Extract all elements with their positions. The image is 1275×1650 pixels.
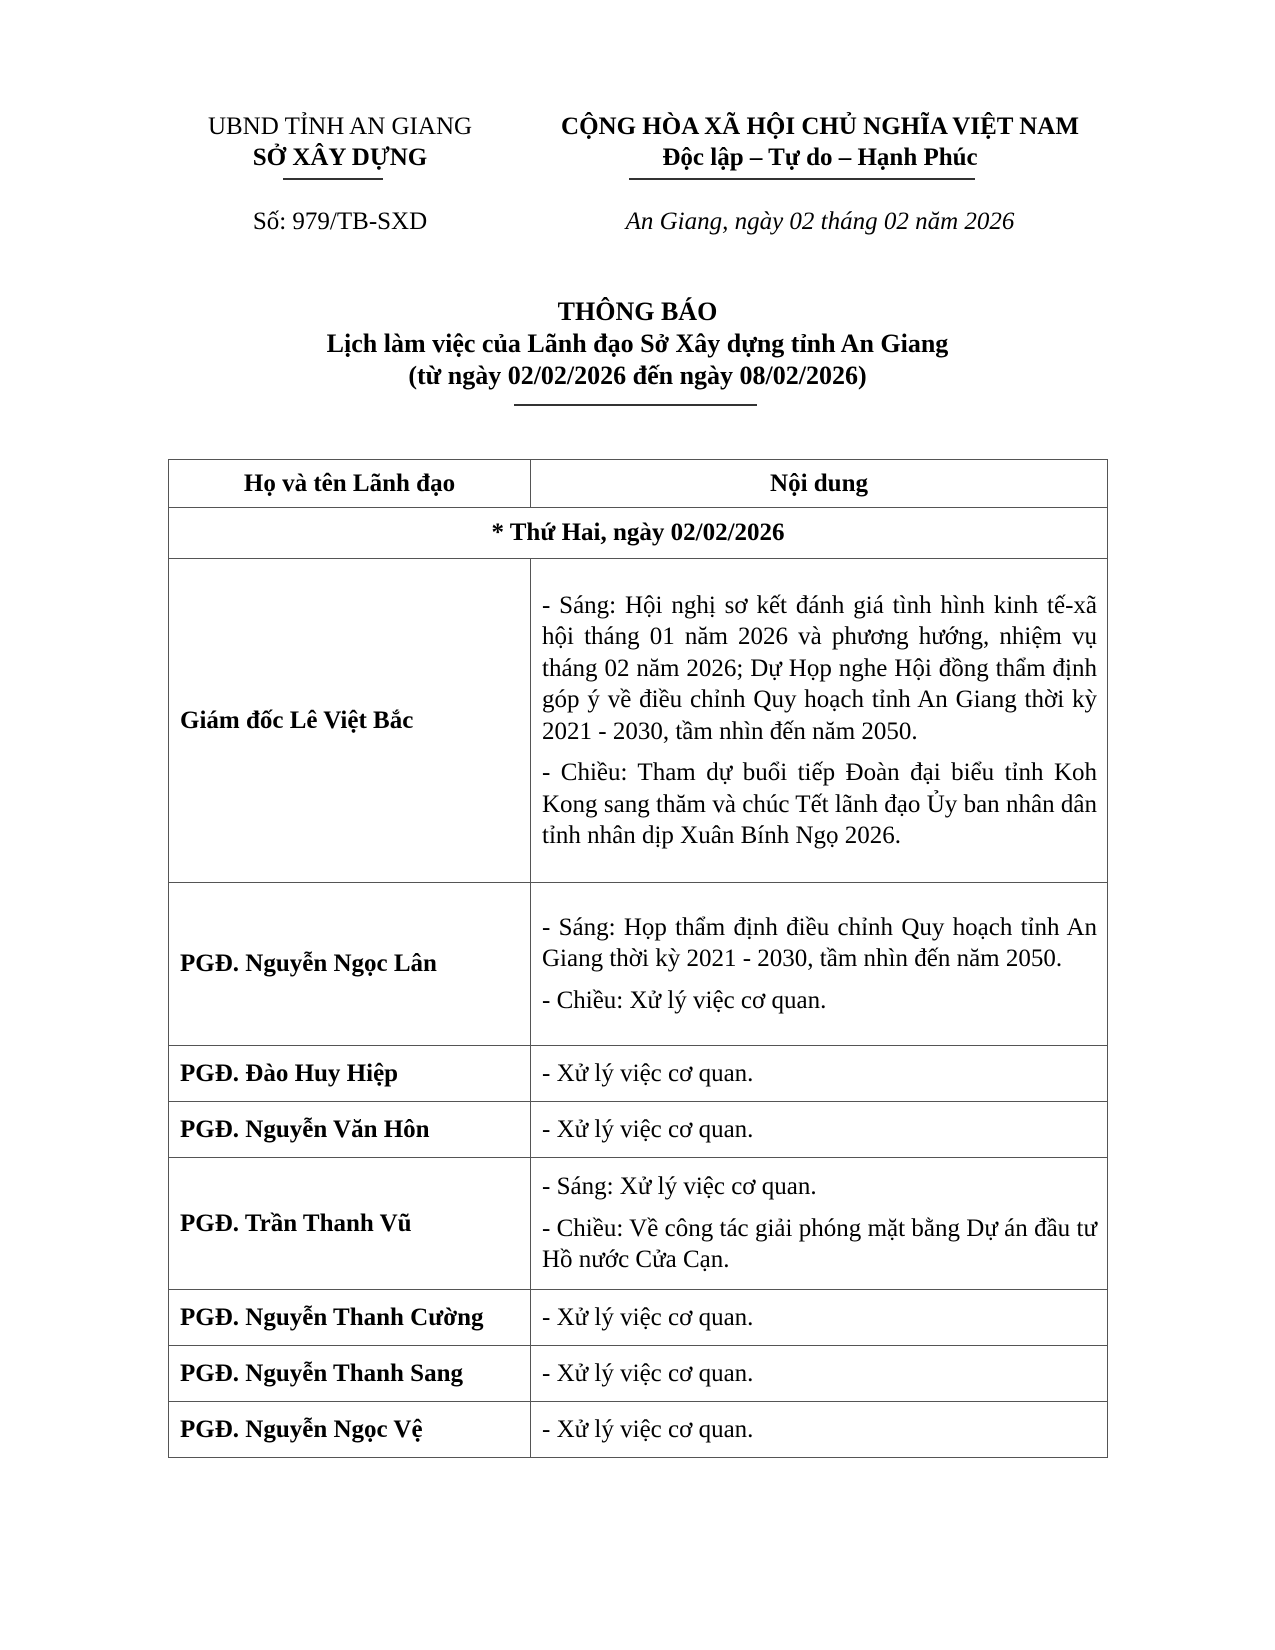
schedule-item: - Xử lý việc cơ quan. xyxy=(542,1059,754,1087)
schedule-table xyxy=(168,459,1108,1458)
table-row xyxy=(169,1046,1108,1102)
leader-name: PGĐ. Nguyễn Thanh Sang xyxy=(169,1346,531,1402)
schedule-content xyxy=(531,1290,1108,1346)
place-date: An Giang, ngày 02 tháng 02 năm 2026 xyxy=(625,208,1015,235)
day-heading: * Thứ Hai, ngày 02/02/2026 xyxy=(169,508,1108,559)
schedule-item: - Chiều: Tham dự buổi tiếp Đoàn đại biểu tỉnh Koh Kong sang thăm và chúc Tết lãnh đạo Ủy ban nhân dân tỉnh nhân dịp Xuân Bính Ngọ 2026. xyxy=(542,759,1097,849)
table-row xyxy=(169,1346,1108,1402)
day-heading-row xyxy=(169,508,1108,559)
leader-name: Giám đốc Lê Việt Bắc xyxy=(169,559,531,883)
title-underline xyxy=(514,404,757,406)
leader-name: PGĐ. Trần Thanh Vũ xyxy=(169,1158,531,1290)
document-subtitle: Lịch làm việc của Lãnh đạo Sở Xây dựng tỉnh An Giang xyxy=(326,329,949,358)
agency-name: SỞ XÂY DỰNG xyxy=(252,144,428,171)
leader-name: PGĐ. Nguyễn Ngọc Lân xyxy=(169,883,531,1046)
schedule-item: - Xử lý việc cơ quan. xyxy=(542,1115,754,1143)
table-row xyxy=(169,1402,1108,1458)
schedule-item: - Sáng: Họp thẩm định điều chỉnh Quy hoạch tỉnh An Giang thời kỳ 2021 - 2030, tầm nhìn đến năm 2050. xyxy=(542,913,1097,973)
schedule-content xyxy=(531,1402,1108,1458)
document-number: Số: 979/TB-SXD xyxy=(252,208,428,235)
table-header-row xyxy=(169,460,1108,508)
schedule-item: - Chiều: Về công tác giải phóng mặt bằng Dự án đầu tư Hồ nước Cửa Cạn. xyxy=(542,1214,1097,1274)
leader-name: PGĐ. Đào Huy Hiệp xyxy=(169,1046,531,1102)
agency-parent: UBND TỈNH AN GIANG xyxy=(207,113,473,140)
schedule-item: - Xử lý việc cơ quan. xyxy=(542,1359,754,1387)
column-header-content: Nội dung xyxy=(531,460,1108,508)
schedule-content xyxy=(531,883,1108,1046)
schedule-content xyxy=(531,1102,1108,1158)
document-period: (từ ngày 02/02/2026 đến ngày 08/02/2026) xyxy=(408,361,867,390)
leader-name: PGĐ. Nguyễn Ngọc Vệ xyxy=(169,1402,531,1458)
schedule-item: - Chiều: Xử lý việc cơ quan. xyxy=(542,986,827,1014)
table-row xyxy=(169,1158,1108,1290)
schedule-item: - Sáng: Xử lý việc cơ quan. xyxy=(542,1173,817,1201)
table-row xyxy=(169,883,1108,1046)
schedule-content xyxy=(531,1046,1108,1102)
table-row xyxy=(169,1102,1108,1158)
leader-name: PGĐ. Nguyễn Thanh Cường xyxy=(169,1290,531,1346)
motto-underline xyxy=(629,178,975,180)
column-header-name: Họ và tên Lãnh đạo xyxy=(169,460,531,508)
agency-underline xyxy=(283,178,383,180)
national-motto: Độc lập – Tự do – Hạnh Phúc xyxy=(662,144,978,171)
schedule-content xyxy=(531,559,1108,883)
table-row xyxy=(169,1290,1108,1346)
country-name: CỘNG HÒA XÃ HỘI CHỦ NGHĨA VIỆT NAM xyxy=(561,113,1079,140)
table-row xyxy=(169,559,1108,883)
schedule-content xyxy=(531,1346,1108,1402)
schedule-item: - Sáng: Hội nghị sơ kết đánh giá tình hình kinh tế-xã hội tháng 01 năm 2026 và phương hướng, nhiệm vụ tháng 02 năm 2026; Dự Họp nghe Hội đồng thẩm định góp ý về điều chỉnh Quy hoạch tỉnh An Giang thời kỳ 2021 - 2030, tầm nhìn đến năm 2050. xyxy=(542,591,1097,745)
document-title: THÔNG BÁO xyxy=(557,297,718,326)
schedule-content xyxy=(531,1158,1108,1290)
schedule-item: - Xử lý việc cơ quan. xyxy=(542,1415,754,1443)
schedule-item: - Xử lý việc cơ quan. xyxy=(542,1303,754,1331)
leader-name: PGĐ. Nguyễn Văn Hôn xyxy=(169,1102,531,1158)
